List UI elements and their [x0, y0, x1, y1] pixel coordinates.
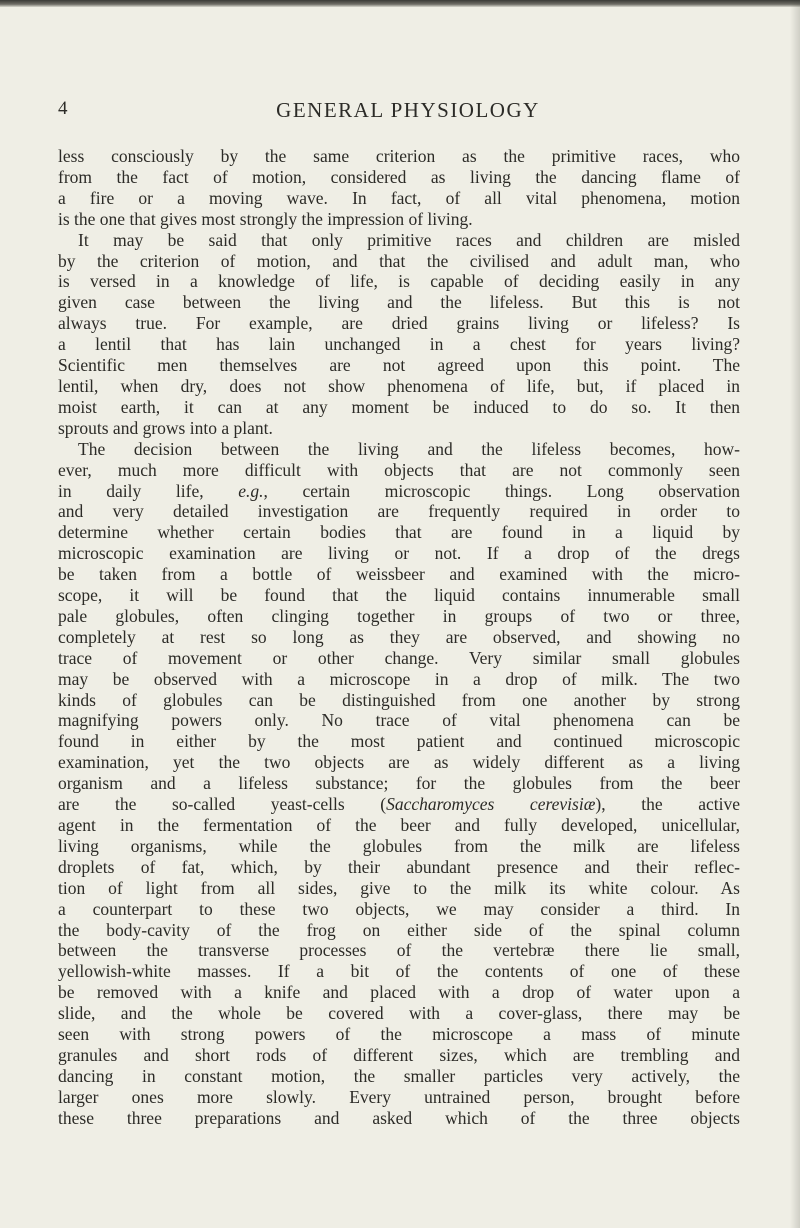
- text-line: yellowish-white masses. If a bit of the contents of one of these: [58, 961, 740, 982]
- page-number: 4: [58, 98, 68, 119]
- text-line: Scientific men themselves are not agreed upon this point. The: [58, 355, 740, 376]
- text-line: seen with strong powers of the microscope a mass of minute: [58, 1024, 740, 1045]
- text-line: by the criterion of motion, and that the civilised and adult man, who: [58, 250, 740, 271]
- text-line: The decision between the living and the lifeless becomes, how-: [78, 438, 740, 459]
- text-line: organism and a lifeless substance; for the globules from the beer: [58, 773, 740, 794]
- text-line: found in either by the most patient and continued microscopic: [58, 731, 740, 752]
- text-line: less consciously by the same criterion as the primitive races, who: [58, 146, 740, 166]
- page-top-edge: [0, 0, 800, 7]
- text-line: trace of movement or other change. Very similar small globules: [58, 647, 740, 668]
- text-line: slide, and the whole be covered with a cover-glass, there may be: [58, 1003, 740, 1024]
- text-line: lentil, when dry, does not show phenomena of life, but, if placed in: [58, 375, 740, 396]
- text-line: are the so-called yeast-cells (Saccharomyces cerevisiæ), the active: [58, 794, 740, 815]
- text-line: between the transverse processes of the vertebræ there lie small,: [58, 940, 740, 961]
- text-line: ever, much more difficult with objects that are not commonly seen: [58, 459, 740, 480]
- text-line: the body-cavity of the frog on either side of the spinal column: [58, 919, 740, 940]
- text-line: examination, yet the two objects are as widely different as a living: [58, 752, 740, 773]
- text-line: moist earth, it can at any moment be induced to do so. It then: [58, 396, 740, 417]
- page-right-edge-shadow: [790, 0, 800, 1228]
- text-line: in daily life, e.g., certain microscopic things. Long observation: [58, 480, 740, 501]
- text-line: droplets of fat, which, by their abundant presence and their reflec-: [58, 856, 740, 877]
- text-line: these three preparations and asked which of the three objects: [58, 1107, 740, 1128]
- text-line: a lentil that has lain unchanged in a chest for years living?: [58, 334, 740, 355]
- text-line: a counterpart to these two objects, we may consider a third. In: [58, 898, 740, 919]
- text-line: dancing in constant motion, the smaller particles very actively, the: [58, 1065, 740, 1086]
- text-line: sprouts and grows into a plant.: [58, 417, 273, 438]
- text-line: living organisms, while the globules from the milk are lifeless: [58, 835, 740, 856]
- text-line: always true. For example, are dried grains living or lifeless? Is: [58, 313, 740, 334]
- text-line: be taken from a bottle of weissbeer and examined with the micro-: [58, 564, 740, 585]
- text-line: larger ones more slowly. Every untrained person, brought before: [58, 1086, 740, 1107]
- running-head: GENERAL PHYSIOLOGY: [276, 98, 540, 122]
- text-line: from the fact of motion, considered as living the dancing flame of: [58, 166, 740, 187]
- text-line: agent in the fermentation of the beer and fully developed, unicellular,: [58, 815, 740, 835]
- text-line: granules and short rods of different sizes, which are trembling and: [58, 1044, 740, 1065]
- body-text: [58, 146, 740, 1129]
- text-line: tion of light from all sides, give to the milk its white colour. As: [58, 877, 740, 898]
- text-line: may be observed with a microscope in a drop of milk. The two: [58, 668, 740, 689]
- text-line: scope, it will be found that the liquid contains innumerable small: [58, 585, 740, 606]
- italic-term: e.g.: [238, 480, 264, 501]
- text-line: and very detailed investigation are frequently required in order to: [58, 501, 740, 522]
- text-line: microscopic examination are living or not. If a drop of the dregs: [58, 543, 740, 564]
- text-line: determine whether certain bodies that are found in a liquid by: [58, 522, 740, 543]
- text-line: magnifying powers only. No trace of vital phenomena can be: [58, 710, 740, 731]
- page-header: [58, 98, 758, 128]
- text-line: is versed in a knowledge of life, is capable of deciding easily in any: [58, 271, 740, 292]
- text-line: completely at rest so long as they are observed, and showing no: [58, 626, 740, 647]
- text-line: pale globules, often clinging together in groups of two or three,: [58, 605, 740, 626]
- text-line: a fire or a moving wave. In fact, of all vital phenomena, motion: [58, 187, 740, 208]
- text-line: is the one that gives most strongly the impression of living.: [58, 208, 473, 229]
- text-line: be removed with a knife and placed with a drop of water upon a: [58, 982, 740, 1003]
- text-line: given case between the living and the lifeless. But this is not: [58, 292, 740, 313]
- text-line: kinds of globules can be distinguished from one another by strong: [58, 689, 740, 710]
- italic-term: Saccharomyces cerevisiæ: [386, 794, 596, 815]
- text-line: It may be said that only primitive races and children are misled: [78, 229, 740, 250]
